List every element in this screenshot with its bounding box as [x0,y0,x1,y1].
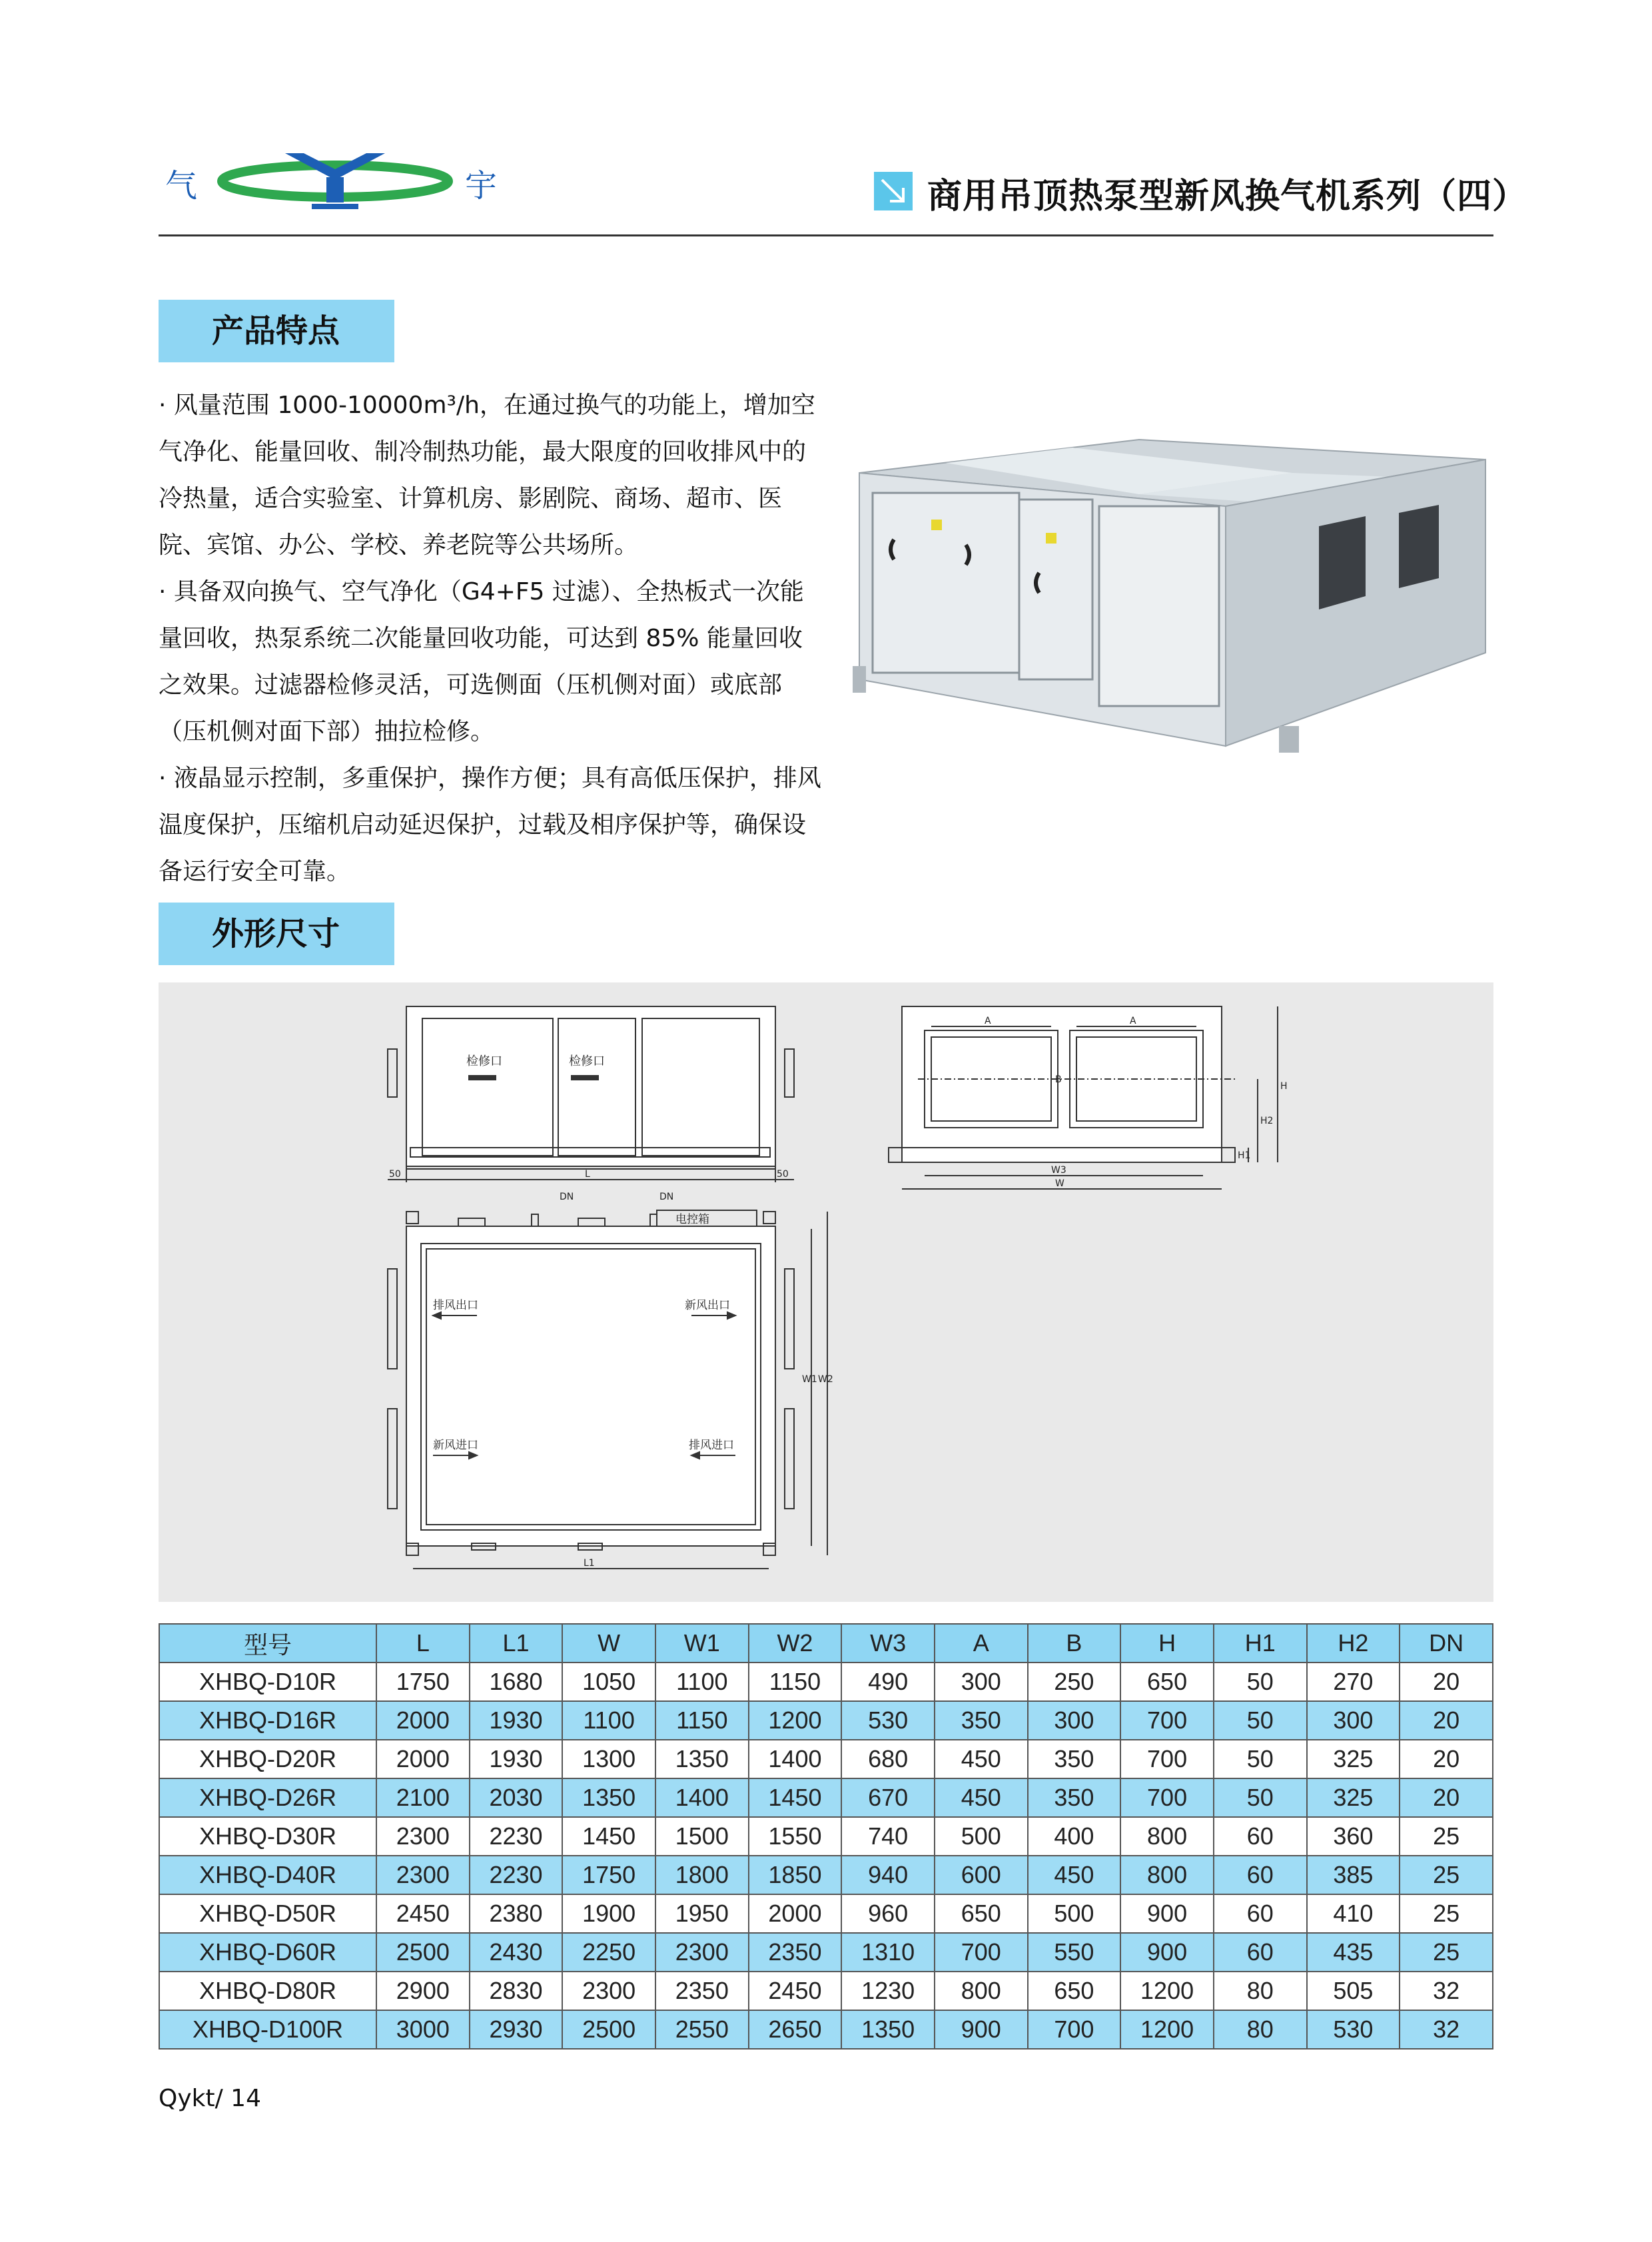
model-cell: XHBQ-D20R [159,1740,376,1778]
table-cell: 2430 [470,1933,563,1972]
table-cell: 900 [935,2010,1028,2049]
table-row [159,1894,1493,1933]
table-cell: 80 [1214,1972,1307,2010]
table-cell: 1950 [655,1894,749,1933]
table-cell: 25 [1400,1817,1493,1856]
column-header: W3 [841,1624,935,1663]
model-cell: XHBQ-D80R [159,1972,376,2010]
table-cell: 700 [1120,1778,1214,1817]
table-cell: 60 [1214,1894,1307,1933]
table-cell: 50 [1214,1701,1307,1740]
table-cell: 60 [1214,1856,1307,1894]
model-cell: XHBQ-D16R [159,1701,376,1740]
table-cell: 2650 [749,2010,842,2049]
side-view [889,1006,1278,1189]
title-arrow-icon [874,172,913,210]
table-cell: 435 [1307,1933,1400,1972]
table-cell: 1350 [562,1778,655,1817]
table-cell: 1350 [841,2010,935,2049]
table-cell: 2500 [562,2010,655,2049]
table-cell: 1150 [655,1701,749,1740]
spec-table [159,1623,1493,2050]
model-cell: XHBQ-D30R [159,1817,376,1856]
table-cell: 2450 [749,1972,842,2010]
table-cell: 300 [1307,1701,1400,1740]
dim-label-b: B [1055,1074,1062,1085]
page-number: Qykt/ 14 [159,2085,261,2112]
table-cell: 1200 [749,1701,842,1740]
table-cell: 20 [1400,1778,1493,1817]
table-cell: 1450 [749,1778,842,1817]
table-cell: 500 [1028,1894,1121,1933]
table-cell: 1750 [562,1856,655,1894]
dim-label-margin-left: 50 [389,1169,401,1180]
column-header: W [562,1624,655,1663]
table-cell: 600 [935,1856,1028,1894]
service-port-label: 检修口 [466,1054,502,1068]
table-cell: 350 [1028,1740,1121,1778]
dim-label-w2: W2 [818,1374,833,1385]
table-cell: 700 [1028,2010,1121,2049]
table-cell: 450 [935,1740,1028,1778]
logo-emblem [212,140,458,213]
column-header: DN [1400,1624,1493,1663]
table-cell: 2930 [470,2010,563,2049]
model-cell: XHBQ-D100R [159,2010,376,2049]
table-cell: 50 [1214,1740,1307,1778]
table-cell: 700 [1120,1701,1214,1740]
table-cell: 2250 [562,1933,655,1972]
table-cell: 60 [1214,1817,1307,1856]
column-header: H1 [1214,1624,1307,1663]
table-cell: 60 [1214,1933,1307,1972]
table-cell: 250 [1028,1663,1121,1701]
table-cell: 350 [1028,1778,1121,1817]
table-cell: 2830 [470,1972,563,2010]
front-view [388,1006,794,1182]
table-cell: 2300 [376,1817,470,1856]
product-image [853,413,1492,759]
dim-label-h2: H2 [1260,1116,1274,1126]
table-cell: 350 [935,1701,1028,1740]
table-cell: 20 [1400,1740,1493,1778]
model-cell: XHBQ-D10R [159,1663,376,1701]
table-cell: 1150 [749,1663,842,1701]
table-cell: 2900 [376,1972,470,2010]
table-cell: 2000 [749,1894,842,1933]
dim-label-a: A [985,1016,991,1026]
table-cell: 900 [1120,1933,1214,1972]
table-cell: 1350 [655,1740,749,1778]
dim-label-w: W [1055,1178,1064,1189]
feature-item: · 液晶显示控制，多重保护，操作方便；具有高低压保护，排风温度保护，压缩机启动延迟保护，过载及相序保护等，确保设备运行安全可靠。 [159,765,821,885]
table-cell: 2550 [655,2010,749,2049]
model-cell: XHBQ-D50R [159,1894,376,1933]
dim-label-length: L [585,1169,590,1180]
dim-label-dn: DN [560,1192,574,1202]
table-cell: 325 [1307,1740,1400,1778]
table-cell: 325 [1307,1778,1400,1817]
table-cell: 1230 [841,1972,935,2010]
header-divider [159,234,1493,236]
table-cell: 800 [1120,1817,1214,1856]
table-cell: 2000 [376,1701,470,1740]
dim-label-w1: W1 [802,1374,817,1385]
table-cell: 505 [1307,1972,1400,2010]
table-cell: 1400 [655,1778,749,1817]
table-cell: 2100 [376,1778,470,1817]
fresh-outlet-label: 新风出口 [685,1299,730,1312]
table-cell: 50 [1214,1663,1307,1701]
logo-char-right: 宇 [465,167,498,204]
table-cell: 300 [1028,1701,1121,1740]
table-cell: 700 [935,1933,1028,1972]
table-cell: 2230 [470,1856,563,1894]
table-cell: 550 [1028,1933,1121,1972]
table-cell: 490 [841,1663,935,1701]
exhaust-outlet-label: 排风出口 [433,1299,478,1312]
column-header: W1 [655,1624,749,1663]
table-cell: 650 [1120,1663,1214,1701]
table-cell: 500 [935,1817,1028,1856]
dim-label-w3: W3 [1051,1165,1066,1176]
table-row [159,1817,1493,1856]
table-cell: 800 [935,1972,1028,2010]
column-header: A [935,1624,1028,1663]
table-row [159,1856,1493,1894]
table-cell: 2230 [470,1817,563,1856]
table-cell: 80 [1214,2010,1307,2049]
fresh-inlet-label: 新风进口 [433,1439,478,1452]
table-cell: 700 [1120,1740,1214,1778]
table-row [159,1933,1493,1972]
dim-label-h: H [1280,1081,1288,1092]
table-cell: 2000 [376,1740,470,1778]
table-cell: 900 [1120,1894,1214,1933]
feature-item: · 具备双向换气、空气净化（G4+F5 过滤）、全热板式一次能量回收，热泵系统二次能量回收功能，可达到 85% 能量回收之效果。过滤器检修灵活，可选侧面（压机侧对面）或底部（压机侧对面下部）抽拉检修。 [159,578,804,745]
logo-char-left: 气 [165,167,198,204]
model-cell: XHBQ-D26R [159,1778,376,1817]
table-cell: 400 [1028,1817,1121,1856]
dim-label-dn: DN [659,1192,674,1202]
table-cell: 1750 [376,1663,470,1701]
table-cell: 1930 [470,1740,563,1778]
table-cell: 20 [1400,1663,1493,1701]
table-cell: 25 [1400,1856,1493,1894]
table-cell: 2350 [749,1933,842,1972]
dimension-drawing-panel [159,982,1493,1602]
table-row [159,1740,1493,1778]
table-cell: 32 [1400,1972,1493,2010]
table-cell: 1200 [1120,1972,1214,2010]
feature-item: · 风量范围 1000-10000m³/h，在通过换气的功能上，增加空气净化、能量回收、制冷制热功能，最大限度的回收排风中的冷热量，适合实验室、计算机房、影剧院、商场、超市、医院、宾馆、办公、学校、养老院等公共场所。 [159,392,815,559]
column-header: B [1028,1624,1121,1663]
table-cell: 1100 [655,1663,749,1701]
table-cell: 1450 [562,1817,655,1856]
page-title: 商用吊顶热泵型新风换气机系列（四） [927,177,1528,216]
table-cell: 450 [1028,1856,1121,1894]
table-cell: 2350 [655,1972,749,2010]
table-cell: 800 [1120,1856,1214,1894]
table-row [159,2010,1493,2049]
table-cell: 1050 [562,1663,655,1701]
table-cell: 650 [935,1894,1028,1933]
table-cell: 2500 [376,1933,470,1972]
table-cell: 2300 [562,1972,655,2010]
dimension-drawing [159,982,1493,1602]
dimensions-heading: 外形尺寸 [159,903,394,965]
table-cell: 1400 [749,1740,842,1778]
column-header: L [376,1624,470,1663]
table-row [159,1778,1493,1817]
dim-label-margin-right: 50 [777,1169,789,1180]
table-cell: 1900 [562,1894,655,1933]
table-row [159,1972,1493,2010]
model-cell: XHBQ-D60R [159,1933,376,1972]
table-cell: 1850 [749,1856,842,1894]
table-cell: 1310 [841,1933,935,1972]
features-heading: 产品特点 [159,300,394,362]
dim-label-l1: L1 [584,1558,595,1569]
table-cell: 650 [1028,1972,1121,2010]
table-cell: 530 [1307,2010,1400,2049]
table-cell: 385 [1307,1856,1400,1894]
table-cell: 1680 [470,1663,563,1701]
table-cell: 1550 [749,1817,842,1856]
table-cell: 360 [1307,1817,1400,1856]
table-cell: 530 [841,1701,935,1740]
table-cell: 270 [1307,1663,1400,1701]
table-cell: 2300 [655,1933,749,1972]
table-cell: 1800 [655,1856,749,1894]
dim-label-h1: H1 [1238,1150,1251,1161]
table-cell: 1930 [470,1701,563,1740]
column-header: H2 [1307,1624,1400,1663]
company-logo [159,140,512,213]
table-cell: 450 [935,1778,1028,1817]
table-cell: 2380 [470,1894,563,1933]
service-port-label: 检修口 [569,1054,605,1068]
table-cell: 2450 [376,1894,470,1933]
table-cell: 50 [1214,1778,1307,1817]
table-cell: 1500 [655,1817,749,1856]
table-header-row [159,1624,1493,1663]
control-box-label: 电控箱 [675,1213,709,1226]
exhaust-inlet-label: 排风进口 [689,1439,734,1452]
table-cell: 410 [1307,1894,1400,1933]
table-cell: 3000 [376,2010,470,2049]
table-cell: 960 [841,1894,935,1933]
table-cell: 25 [1400,1894,1493,1933]
table-row [159,1663,1493,1701]
table-cell: 1300 [562,1740,655,1778]
table-cell: 940 [841,1856,935,1894]
table-cell: 670 [841,1778,935,1817]
column-header: W2 [749,1624,842,1663]
table-cell: 300 [935,1663,1028,1701]
dim-label-a: A [1130,1016,1136,1026]
model-cell: XHBQ-D40R [159,1856,376,1894]
column-header: 型号 [159,1624,376,1663]
table-cell: 1100 [562,1701,655,1740]
table-cell: 20 [1400,1701,1493,1740]
table-cell: 25 [1400,1933,1493,1972]
table-cell: 2300 [376,1856,470,1894]
table-cell: 740 [841,1817,935,1856]
top-view [388,1210,827,1569]
features-list [159,382,825,895]
column-header: H [1120,1624,1214,1663]
table-cell: 1200 [1120,2010,1214,2049]
table-cell: 2030 [470,1778,563,1817]
table-row [159,1701,1493,1740]
table-cell: 32 [1400,2010,1493,2049]
table-cell: 680 [841,1740,935,1778]
column-header: L1 [470,1624,563,1663]
